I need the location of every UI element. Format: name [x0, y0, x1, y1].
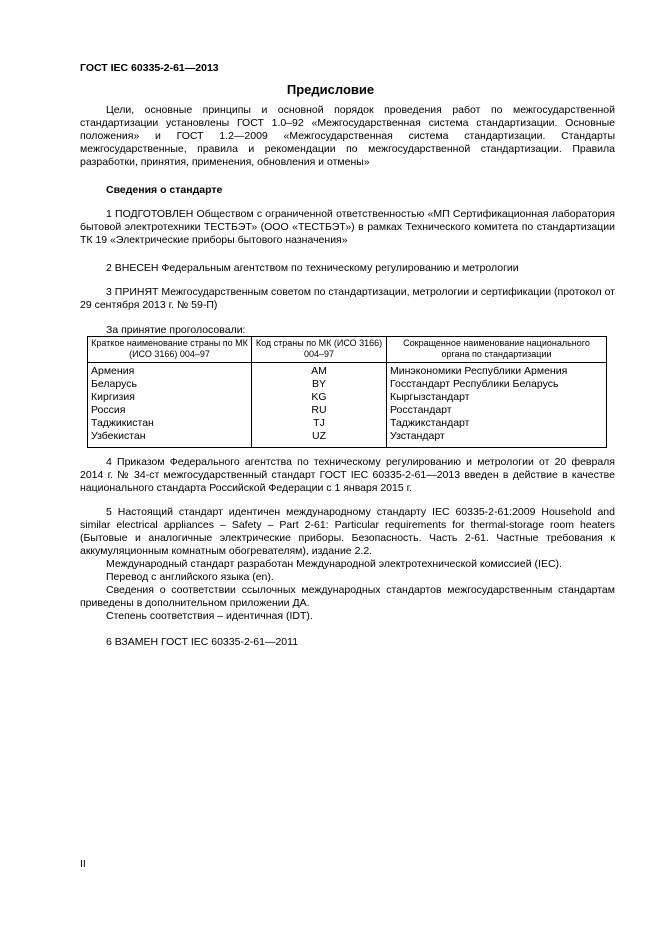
country-cell: Киргизия — [88, 391, 252, 404]
column-header-code: Код страны по МК (ИСО 3166) 004–97 — [252, 337, 387, 363]
page-title: Предисловие — [286, 82, 375, 97]
column-header-body: Сокращенное наименование национального органа по стандартизации — [387, 337, 607, 363]
code-cell: UZ — [252, 430, 387, 448]
intro-paragraph: Цели, основные принципы и основной порядок проведения работ по межгосударственной стандартизации установлены ГОСТ 1.0–92 «Межгосударственная система стандартизации. Основные положения» и ГОСТ 1.2—2009 «Межгосударственная система стандартизации. Стандарты межгосударственные, правила и рекомендации по межгосударственной стандартизации. Правила разработки, принятия, применения, обновления и отмены» — [80, 104, 615, 168]
item-4-paragraph: 4 Приказом Федерального агентства по техническому регулированию и метрологии от 20 февраля 2014 г. № 34-ст межгосударственный стандарт ГОСТ IEC 60335-2-61—2013 введен в действие в качестве национального стандарта Российской Федерации с 1 января 2015 г. — [80, 456, 615, 494]
item-5-translation-line: Перевод с английского языка (en). — [106, 571, 274, 583]
item-5-degree-line: Степень соответствия – идентичная (IDT). — [106, 610, 313, 622]
item-3-paragraph: 3 ПРИНЯТ Межгосударственным советом по стандартизации, метрологии и сертификации (протокол от 29 сентября 2013 г. № 59-П) — [80, 286, 615, 311]
voting-table — [87, 336, 607, 448]
table-row — [88, 430, 607, 448]
page-number: II — [80, 858, 86, 870]
body-cell: Госстандарт Республики Беларусь — [387, 378, 607, 391]
body-cell: Узстандарт — [387, 430, 607, 448]
document-header: ГОСТ IEC 60335-2-61—2013 — [80, 62, 219, 74]
country-cell: Беларусь — [88, 378, 252, 391]
code-cell: RU — [252, 404, 387, 417]
country-cell: Армения — [88, 363, 252, 379]
body-cell: Таджикстандарт — [387, 417, 607, 430]
country-cell: Россия — [88, 404, 252, 417]
body-cell: Росстандарт — [387, 404, 607, 417]
table-row — [88, 363, 607, 379]
code-cell: KG — [252, 391, 387, 404]
code-cell: AM — [252, 363, 387, 379]
item-5-references-line: Сведения о соответствии ссылочных международных стандартов межгосударственным стандартам приведены в дополнительном приложении ДА. — [80, 584, 615, 609]
code-cell: TJ — [252, 417, 387, 430]
table-row — [88, 404, 607, 417]
table-row — [88, 378, 607, 391]
item-5-developer-line: Международный стандарт разработан Международной электротехнической комиссией (IEC). — [106, 558, 562, 570]
table-row — [88, 417, 607, 430]
country-cell: Узбекистан — [88, 430, 252, 448]
item-5-paragraph: 5 Настоящий стандарт идентичен международному стандарту IEC 60335-2-61:2009 Household and similar electrical appliances – Safety – Part 2-61: Particular requirements for thermal-storage room heaters (Бытовые и аналогичные электрические приборы. Безопасность. Часть 2-61. Частные требования к аккумуляционным комнатным обогревателям), издание 2.2. — [80, 506, 615, 557]
body-cell: Кыргызстандарт — [387, 391, 607, 404]
body-cell: Минэкономики Республики Армения — [387, 363, 607, 379]
section-heading: Сведения о стандарте — [106, 184, 223, 196]
country-cell: Таджикистан — [88, 417, 252, 430]
voted-label: За принятие проголосовали: — [106, 324, 246, 336]
item-6-paragraph: 6 ВЗАМЕН ГОСТ IEC 60335-2-61—2011 — [106, 636, 299, 648]
item-1-paragraph: 1 ПОДГОТОВЛЕН Обществом с ограниченной ответственностью «МП Сертификационная лаборатория бытовой электротехники ТЕСТБЭТ» (ООО «ТЕСТБЭТ») в рамках Технического комитета по стандартизации ТК 19 «Электрические приборы бытового назначения» — [80, 208, 615, 246]
table-header-row — [88, 337, 607, 363]
table-row — [88, 391, 607, 404]
item-2-paragraph: 2 ВНЕСЕН Федеральным агентством по техническому регулированию и метрологии — [106, 262, 519, 274]
code-cell: BY — [252, 378, 387, 391]
column-header-country: Краткое наименование страны по МК (ИСО 3166) 004–97 — [88, 337, 252, 363]
